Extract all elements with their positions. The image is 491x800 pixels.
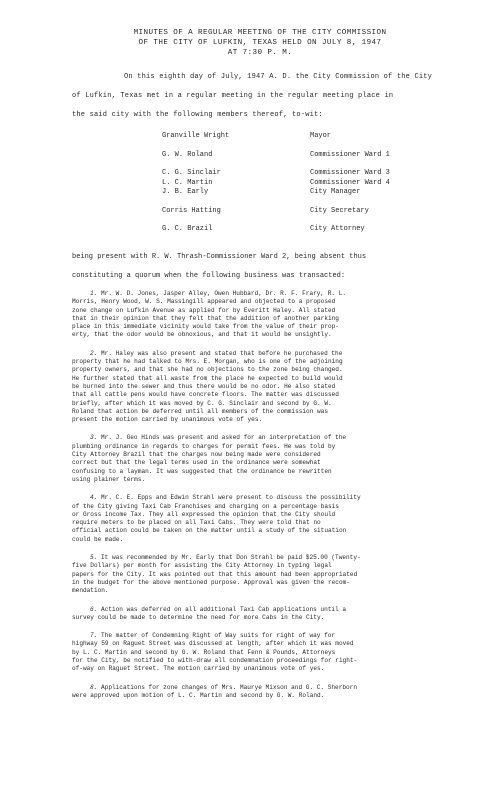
member-title: Mayor (310, 132, 332, 140)
item-line (72, 554, 464, 562)
member-row (162, 207, 390, 217)
item-text: Action was deferred on all additional Taxi Cab applications until a (101, 605, 347, 613)
business-item (72, 494, 464, 544)
item-text: official action could be taken on the matter until a study of the situation (72, 527, 347, 535)
item-line (72, 315, 464, 323)
member-name: Corris Hatting (162, 206, 221, 215)
item-line (72, 606, 464, 614)
item-text: survey could be made to determine the need for more Cabs in the City. (72, 613, 325, 621)
item-text: or Gross income Tax. They all expressed the opinion that the City should (72, 510, 336, 518)
item-text: place in this immediate vicinity would take from the value of their prop- (72, 323, 339, 331)
member-row (162, 188, 390, 198)
item-text: briefly, after which it was moved by C. G. Sinclair and second by G. W. (72, 399, 332, 407)
member-name: C. G. Sinclair (162, 169, 221, 177)
item-line (72, 684, 464, 692)
item-line (72, 323, 464, 331)
item-text: Morris, Henry Wood, W. S. Massingill appeared and objected to a proposed (72, 298, 336, 306)
item-text: Roland that action be deferred until all members of the commission was (72, 407, 328, 415)
member-title: City Manager (310, 188, 361, 196)
item-text: highway 59 on Raguet Street was discussed at length, after which it was moved (72, 640, 354, 648)
item-text: by L. C. Martin and second by G. W. Roland that Fenn & Pounds, Attorneys (72, 648, 336, 656)
item-text: using plainer terms. (72, 475, 146, 483)
item-line (72, 375, 464, 383)
item-text: Applications for zone changes of Mrs. Maurye Mixson and G. C. Sherborn (101, 683, 357, 691)
item-number: 1. (90, 290, 98, 297)
item-line (72, 511, 464, 519)
item-line (72, 434, 464, 442)
item-line (72, 665, 464, 673)
item-text: that all cattle pens would have concrete floors. The matter was discussed (72, 391, 339, 399)
item-text: It was recommended by Mr. Early that Don Strahl be paid $25.00 (Twenty- (101, 554, 361, 562)
minutes-heading (80, 28, 440, 58)
business-item (72, 606, 464, 623)
quorum-line: constituting a quorum when the following business was transacted: (72, 272, 346, 280)
item-line (72, 459, 464, 467)
quorum-paragraph (72, 252, 462, 290)
business-item (72, 632, 464, 673)
item-text: confusing to a layman. It was suggested that the ordinance be rewritten (72, 467, 332, 475)
item-text: City Attorney Brazil that the charges now being made were considered (72, 451, 321, 459)
item-line (72, 416, 464, 424)
item-line (72, 587, 464, 595)
item-number: 5. (90, 554, 98, 562)
item-line (72, 468, 464, 476)
item-line (72, 331, 464, 339)
item-text: correct but that the legal terms used in the ordinance were somewhat (72, 459, 321, 467)
member-title: Commissioner Ward 3 (310, 169, 390, 177)
item-line (72, 692, 464, 700)
item-text: five Dollars) per month for assisting the City Attorney in typing legal (72, 562, 332, 570)
item-line (72, 290, 464, 298)
item-text: be burned into the sewer and thus there would be no odor. He also stated (72, 382, 336, 390)
item-text: present the motion carried by unanimous vote of yes. (72, 416, 263, 424)
item-text: of the City giving Taxi Cab Franchises and charging on a percentage basis (72, 502, 339, 510)
member-name: L. C. Martin (162, 178, 213, 187)
heading-line: OF THE CITY OF LUFKIN, TEXAS HELD ON JULY 8, 1947 (138, 39, 382, 47)
item-line (72, 527, 464, 535)
member-row (162, 169, 390, 179)
item-text: could be made. (72, 535, 124, 543)
member-row (162, 179, 390, 189)
item-text: zone change on Lufkin Avenue as applied for by Everitt Haley. All stated (72, 306, 336, 314)
item-number: 8. (90, 683, 98, 691)
item-number: 2. (90, 349, 98, 357)
item-text: Mr. C. E. Epps and Edwin Strahl were present to discuss the possibility (101, 494, 361, 502)
member-row (162, 225, 390, 235)
item-line (72, 298, 464, 306)
item-line (72, 383, 464, 391)
item-text: The matter of Condemning Right of Way suits for right of way for (101, 632, 336, 640)
business-items (72, 290, 464, 710)
item-text: erty, that the odor would be obnoxious, and that it would be unsightly. (72, 331, 332, 339)
item-line (72, 408, 464, 416)
item-line (72, 400, 464, 408)
item-line (72, 503, 464, 511)
member-row (162, 151, 390, 161)
item-text: Mr. Haley was also present and stated that before he purchased the (101, 349, 343, 357)
business-item (72, 290, 464, 340)
item-line (72, 451, 464, 459)
item-text: plumbing ordinance in regards to charges for permit fees. He was told by (72, 442, 336, 450)
item-number: 7. (90, 632, 98, 640)
heading-line: MINUTES OF A REGULAR MEETING OF THE CITY COMMISSION (133, 29, 387, 37)
business-item (72, 434, 464, 484)
business-item (72, 684, 464, 701)
member-name: J. B. Early (162, 188, 209, 196)
item-text: He further stated that all waste from the place he expected to build would (72, 374, 343, 382)
member-title: Commissioner Ward 1 (310, 150, 390, 159)
member-title: City Secretary (310, 206, 369, 215)
item-line (72, 579, 464, 587)
item-text: Mr. J. Geo Hinds was present and asked for an interpretation of the (101, 434, 347, 442)
item-line (72, 391, 464, 399)
item-line (72, 494, 464, 502)
item-text: require meters to be placed on all Taxi Cabs. They were told that no (72, 519, 321, 527)
member-name: G. C. Brazil (162, 225, 213, 233)
intro-line: the said city with the following members thereof, to-wit: (72, 111, 323, 119)
intro-line: of Lufkin, Texas met in a regular meeting in the regular meeting place in (72, 92, 394, 100)
item-line (72, 536, 464, 544)
item-line (72, 614, 464, 622)
item-text: that in their opinion that they felt that the addition of another parking (72, 314, 339, 322)
item-text: property owners, and that she had no objections to the zone being changed. (72, 366, 343, 374)
item-text: Mr. W. D. Jones, Jasper Alley, Owen Hubbard, Dr. R. F. Frary, R. L. (101, 290, 347, 297)
item-number: 6. (90, 605, 98, 613)
item-number: 4. (90, 494, 98, 502)
members-list (162, 132, 390, 235)
item-number: 3. (90, 434, 98, 442)
intro-line: On this eighth day of July, 1947 A. D. the City Commission of the City (124, 73, 433, 81)
business-item (72, 350, 464, 425)
item-line (72, 350, 464, 358)
item-line (72, 366, 464, 374)
item-text: in the budget for the above mentioned purpose. Approval was given the recom- (72, 578, 350, 586)
item-line (72, 562, 464, 570)
item-line (72, 443, 464, 451)
item-line (72, 657, 464, 665)
item-line (72, 519, 464, 527)
item-text: were approved upon motion of L. C. Martin and second by G. W. Roland. (72, 691, 325, 699)
item-line (72, 571, 464, 579)
item-text: for the City, be notified to with-draw all condemnation proceedings for right- (72, 656, 358, 664)
item-text: property that he had talked to Mrs. E. Morgan, who is one of the adjoining (72, 358, 343, 366)
business-item (72, 554, 464, 595)
heading-line: AT 7:30 P. M. (227, 49, 293, 57)
intro-paragraph (72, 72, 462, 129)
item-line (72, 476, 464, 484)
item-line (72, 632, 464, 640)
item-line (72, 307, 464, 315)
item-line (72, 358, 464, 366)
item-text: papers for the City. It was pointed out that this amount had been appropriated (72, 570, 358, 578)
quorum-line: being present with R. W. Thrash-Commissioner Ward 2, being absent thus (72, 253, 367, 261)
member-title: City Attorney (310, 225, 365, 233)
member-name: G. W. Roland (162, 150, 213, 159)
item-text: mendation. (72, 587, 109, 595)
member-name: Granville Wright (162, 132, 230, 140)
item-line (72, 649, 464, 657)
item-line (72, 640, 464, 648)
member-title: Commissioner Ward 4 (310, 178, 390, 187)
item-text: of-way on Raguet Street. The motion carried by unanimous vote of yes. (72, 665, 325, 673)
member-row (162, 132, 390, 142)
